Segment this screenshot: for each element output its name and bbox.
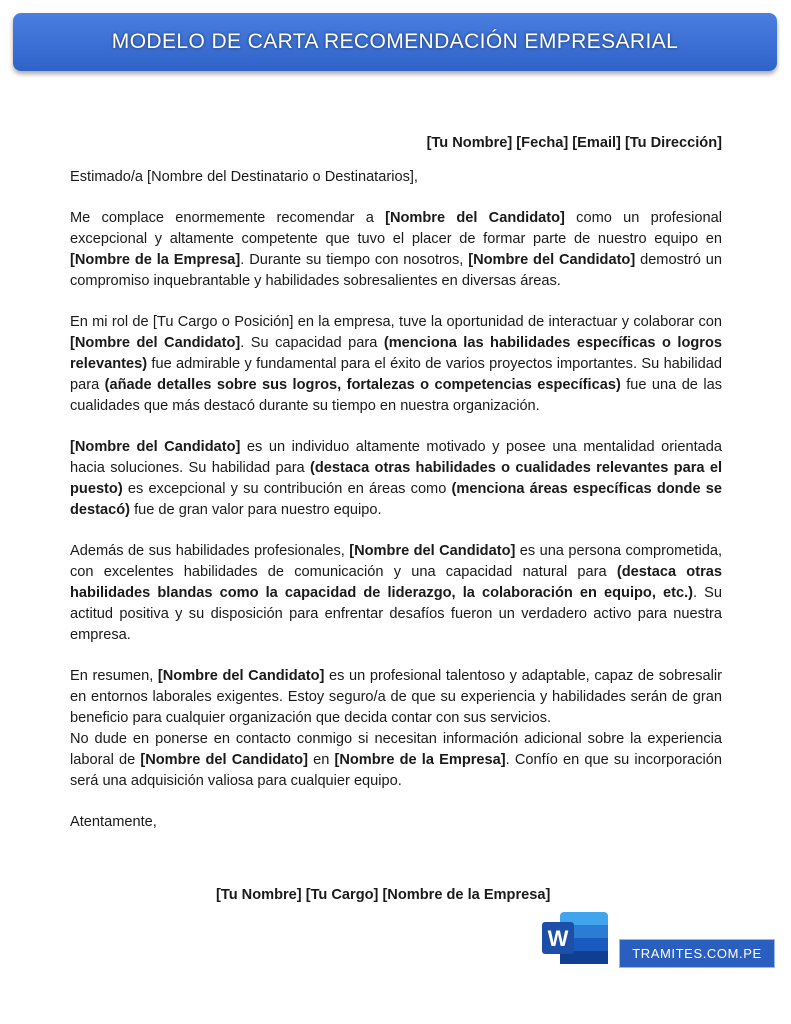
word-icon-letter: W [547, 926, 569, 951]
paragraph-role: En mi rol de [Tu Cargo o Posición] en la empresa, tuve la oportunidad de interactuar y colaborar con [Nombre del Candidato]. Su capacidad para (menciona las habilidades específicas o logros relevantes) fue admirable y fundamental para el éxito de varios proyectos importantes. Su habilidad para (añade detalles sobre sus logros, fortalezas o competencias específicas) fue una de las cualidades que más destacó durante su tiempo en nuestra organización. [70, 314, 722, 414]
sender-header: [Tu Nombre] [Fecha] [Email] [Tu Dirección] [426, 135, 722, 151]
title-banner [13, 13, 777, 71]
paragraph-intro: Me complace enormemente recomendar a [Nombre del Candidato] como un profesional excepcional y altamente competente que tuvo el placer de formar parte de nuestro equipo en [Nombre de la Empresa]. Durante su tiempo con nosotros, [Nombre del Candidato] demostró un compromiso inquebrantable y habilidades sobresalientes en diversas áreas. [70, 210, 722, 289]
paragraph-skills: [Nombre del Candidato] es un individuo altamente motivado y posee una mentalidad orientada hacia soluciones. Su habilidad para (destaca otras habilidades o cualidades relevantes para el puesto) es excepcional y su contribución en áreas como (menciona áreas específicas donde se destacó) fue de gran valor para nuestro equipo. [70, 439, 722, 518]
site-badge-text: TRAMITES.COM.PE [632, 946, 762, 961]
closing: Atentamente, [70, 814, 157, 830]
signature-line: [Tu Nombre] [Tu Cargo] [Nombre de la Empresa] [216, 887, 551, 903]
word-icon [540, 908, 612, 968]
paragraph-summary: En resumen, [Nombre del Candidato] es un profesional talentoso y adaptable, capaz de sobresalir en entornos laborales exigentes. Estoy seguro/a de que su experiencia y habilidades serán de gran beneficio para cualquier organización que decida contar con sus servicios. [70, 668, 722, 726]
paragraph-contact: No dude en ponerse en contacto conmigo si necesitan información adicional sobre la experiencia laboral de [Nombre del Candidato] en [Nombre de la Empresa]. Confío en que su incorporación será una adquisición valiosa para cualquier equipo. [70, 731, 723, 789]
greeting: Estimado/a [Nombre del Destinatario o Destinatarios], [70, 169, 418, 185]
letter-body [70, 133, 722, 833]
site-badge [619, 939, 775, 968]
paragraph-soft-skills: Además de sus habilidades profesionales, [Nombre del Candidato] es una persona comprometida, con excelentes habilidades de comunicación y una capacidad natural para (destaca otras habilidades blandas como la capacidad de liderazgo, la colaboración en equipo, etc.). Su actitud positiva y su disposición para enfrentar desafíos fueron un verdadero activo para nuestra empresa. [70, 543, 722, 643]
document-title: MODELO DE CARTA RECOMENDACIÓN EMPRESARIAL [111, 30, 679, 53]
